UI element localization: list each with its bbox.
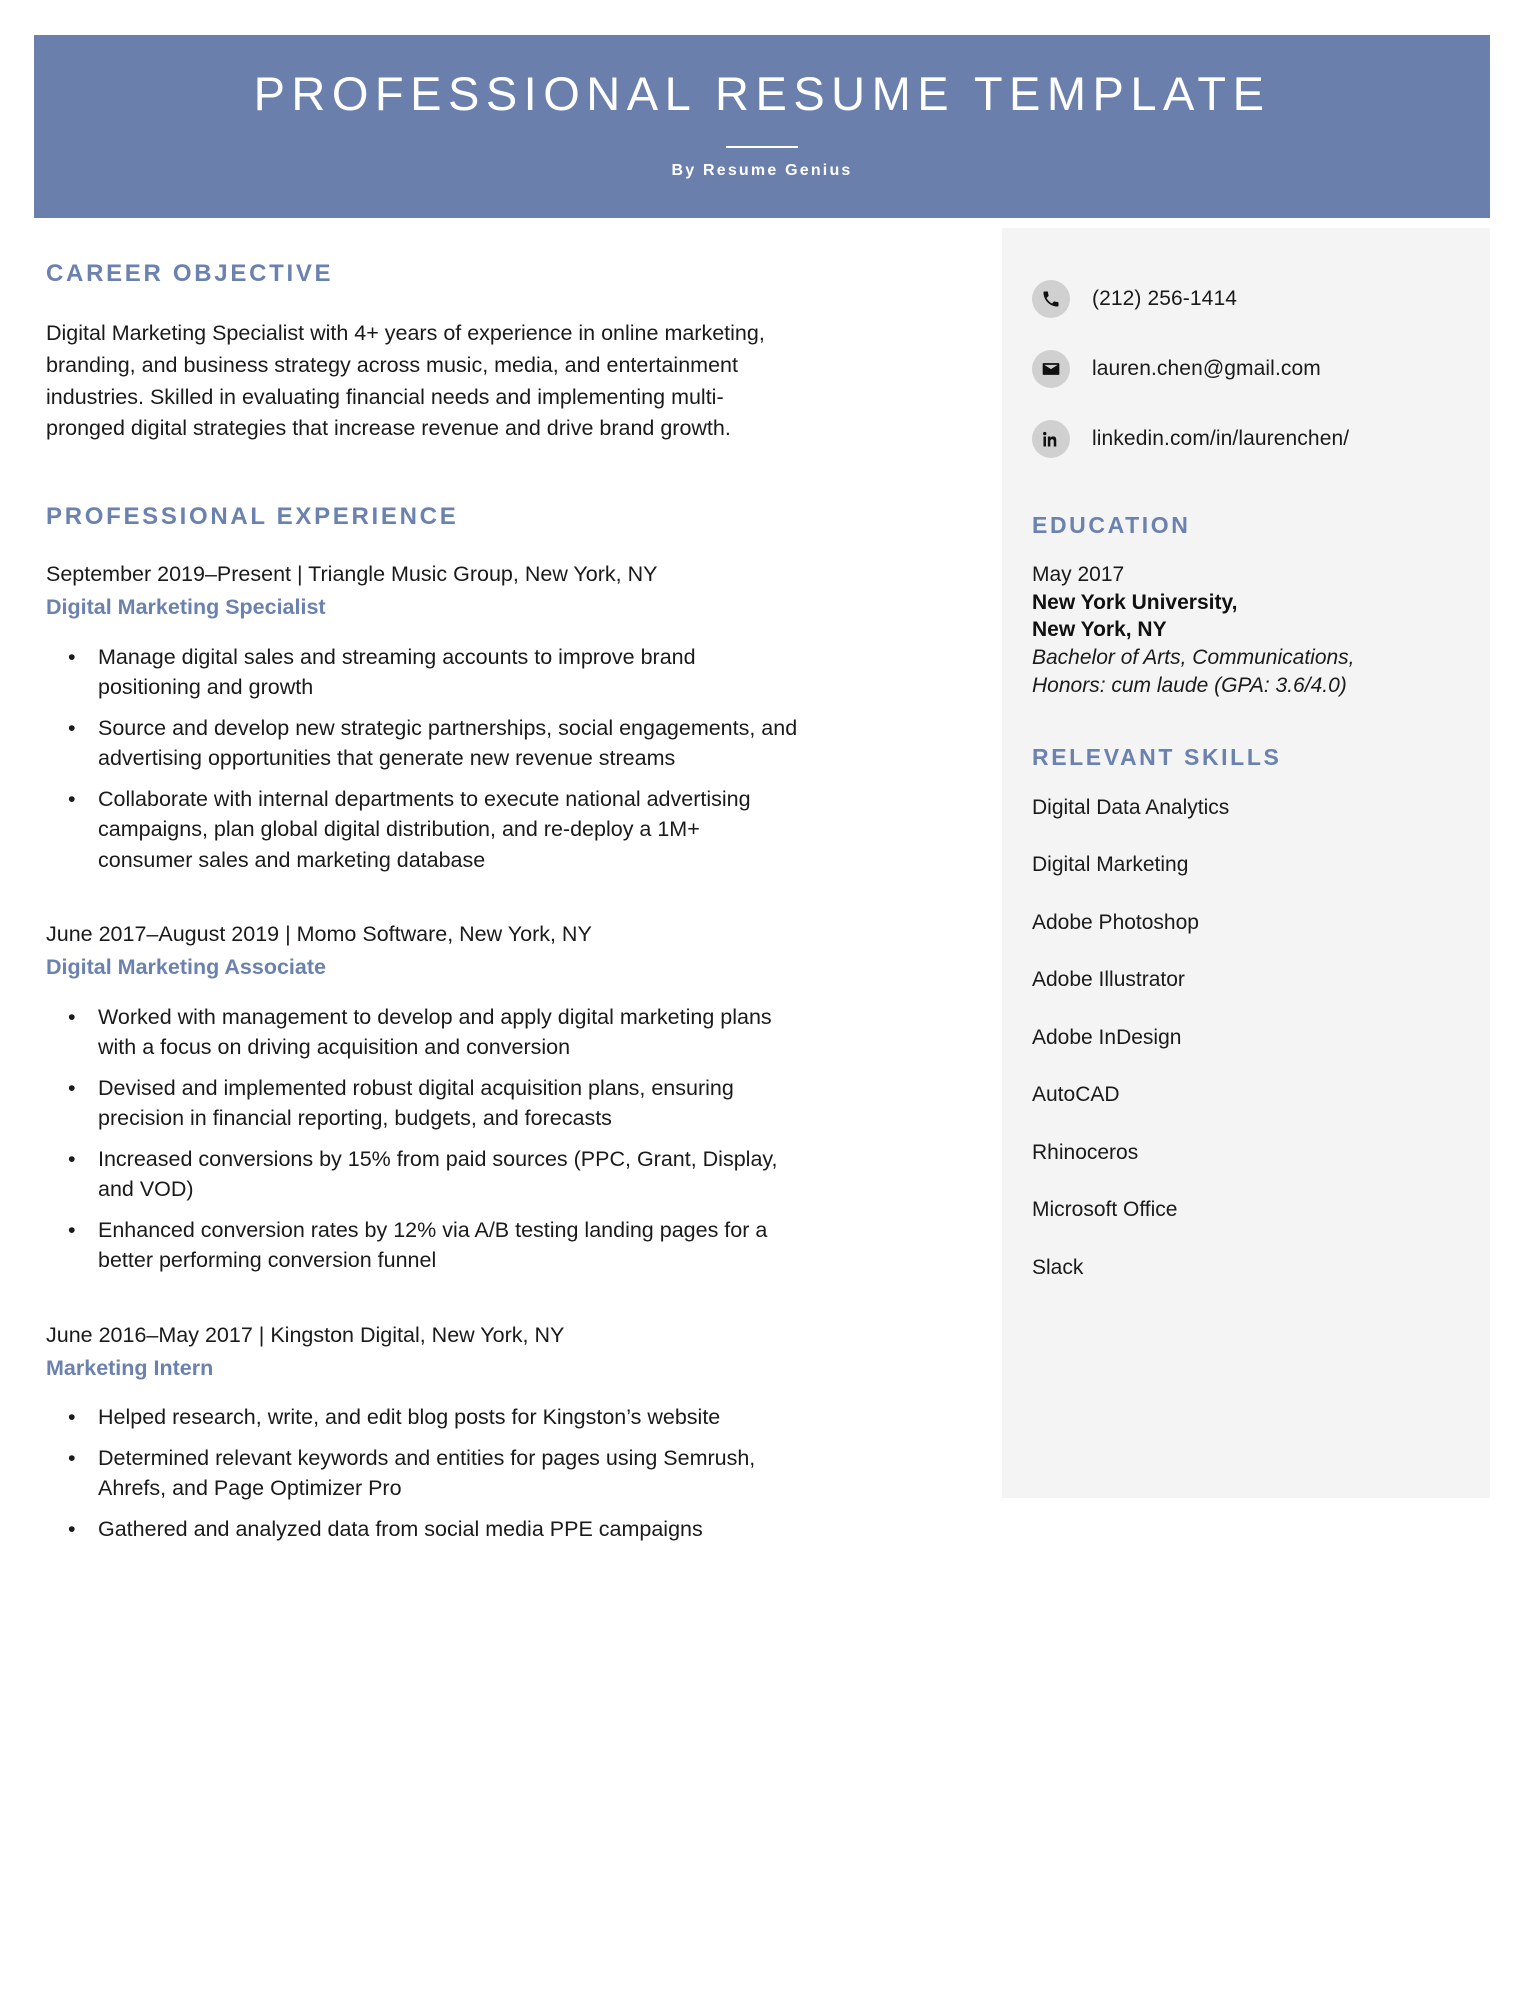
bullet-icon: • xyxy=(68,1405,76,1430)
list-item xyxy=(46,1002,976,1063)
list-item: Digital Data Analytics xyxy=(1032,795,1230,819)
contact-phone[interactable] xyxy=(1032,264,1460,334)
job-title: Digital Marketing Specialist xyxy=(46,595,326,620)
education-school-line2: New York, NY xyxy=(1032,618,1167,642)
list-item: Rhinoceros xyxy=(1032,1140,1139,1164)
bullet-icon: • xyxy=(68,1004,76,1029)
bullet-text: Helped research, write, and edit blog posts for Kingston’s website xyxy=(98,1405,721,1430)
header-divider xyxy=(726,146,798,148)
email-address: lauren.chen@gmail.com xyxy=(1092,357,1321,380)
bullet-icon: • xyxy=(68,1217,76,1242)
career-objective-heading: CAREER OBJECTIVE xyxy=(46,260,334,287)
bullet-text: Increased conversions by 15% from paid sources (PPC, Grant, Display, and VOD) xyxy=(98,1146,778,1202)
bullet-icon: • xyxy=(68,786,76,811)
list-item xyxy=(46,1514,976,1545)
list-item: Adobe Photoshop xyxy=(1032,910,1199,934)
list-item: Digital Marketing xyxy=(1032,853,1189,877)
main-column xyxy=(46,228,976,1554)
job-meta: June 2016–May 2017 | Kingston Digital, New York, NY xyxy=(46,1322,565,1347)
list-item xyxy=(46,784,976,876)
experience-entry xyxy=(46,919,976,1275)
list-item xyxy=(46,1144,976,1205)
linkedin-url: linkedin.com/in/laurenchen/ xyxy=(1092,427,1350,450)
bullet-icon: • xyxy=(68,1445,76,1470)
bullet-text: Determined relevant keywords and entities for pages using Semrush, Ahrefs, and Page Optimizer Pro xyxy=(98,1445,756,1501)
list-item xyxy=(46,713,976,774)
job-bullet-list xyxy=(46,1402,976,1544)
education-date: May 2017 xyxy=(1032,563,1125,586)
envelope-icon xyxy=(1032,350,1070,388)
job-bullet-list xyxy=(46,642,976,876)
bullet-icon: • xyxy=(68,1146,76,1171)
list-item xyxy=(46,1073,976,1134)
list-item xyxy=(46,1443,976,1504)
bullet-icon: • xyxy=(68,644,76,669)
list-item xyxy=(46,1402,976,1433)
bullet-icon: • xyxy=(68,1516,76,1541)
list-item: Slack xyxy=(1032,1255,1084,1279)
job-bullet-list xyxy=(46,1002,976,1276)
bullet-icon: • xyxy=(68,1075,76,1100)
job-meta: September 2019–Present | Triangle Music Group, New York, NY xyxy=(46,562,658,587)
education-degree-line2: Honors: cum laude (GPA: 3.6/4.0) xyxy=(1032,673,1347,697)
contact-email[interactable] xyxy=(1032,334,1460,404)
list-item xyxy=(46,642,976,703)
list-item xyxy=(46,1215,976,1276)
page-title: PROFESSIONAL RESUME TEMPLATE xyxy=(253,67,1271,120)
job-meta: June 2017–August 2019 | Momo Software, New York, NY xyxy=(46,922,592,947)
sidebar xyxy=(1002,228,1490,1498)
education-heading: EDUCATION xyxy=(1032,512,1191,538)
bullet-text: Worked with management to develop and apply digital marketing plans with a focus on driving acquisition and conversion xyxy=(98,1004,772,1060)
list-item: Microsoft Office xyxy=(1032,1198,1178,1222)
bullet-text: Source and develop new strategic partnerships, social engagements, and advertising opportunities that generate new revenue streams xyxy=(98,715,798,771)
professional-experience-heading: PROFESSIONAL EXPERIENCE xyxy=(46,503,459,531)
phone-icon xyxy=(1032,280,1070,318)
list-item: Adobe Illustrator xyxy=(1032,968,1185,992)
career-objective-text: Digital Marketing Specialist with 4+ years of experience in online marketing, branding, and business strategy across music, media, and entertainment industries. Skilled in evaluating financial needs and implementing multi-pronged digital strategies that increase revenue and drive brand growth. xyxy=(46,321,765,441)
experience-entry xyxy=(46,1320,976,1544)
job-title: Marketing Intern xyxy=(46,1355,214,1380)
header-subtitle: By Resume Genius xyxy=(671,162,853,180)
phone-number: (212) 256-1414 xyxy=(1092,287,1238,310)
bullet-icon: • xyxy=(68,715,76,740)
bullet-text: Devised and implemented robust digital acquisition plans, ensuring precision in financial reporting, budgets, and forecasts xyxy=(98,1075,734,1131)
job-title: Digital Marketing Associate xyxy=(46,955,326,980)
bullet-text: Enhanced conversion rates by 12% via A/B testing landing pages for a better performing conversion funnel xyxy=(98,1217,768,1273)
experience-entry xyxy=(46,559,976,875)
education-entry xyxy=(1032,561,1460,700)
list-item: Adobe InDesign xyxy=(1032,1025,1182,1049)
relevant-skills-heading: RELEVANT SKILLS xyxy=(1032,743,1282,770)
bullet-text: Gathered and analyzed data from social media PPE campaigns xyxy=(98,1516,703,1541)
bullet-text: Manage digital sales and streaming accounts to improve brand positioning and growth xyxy=(98,644,696,700)
contact-linkedin[interactable] xyxy=(1032,404,1460,474)
linkedin-icon xyxy=(1032,420,1070,458)
contact-list xyxy=(1032,264,1460,474)
bullet-text: Collaborate with internal departments to execute national advertising campaigns, plan global digital distribution, and re-deploy a 1M+ consumer sales and marketing database xyxy=(98,786,751,872)
list-item: AutoCAD xyxy=(1032,1083,1120,1107)
education-school-line1: New York University, xyxy=(1032,590,1238,614)
header-band xyxy=(34,35,1490,218)
education-degree-line1: Bachelor of Arts, Communications, xyxy=(1032,646,1355,670)
skills-list xyxy=(1032,793,1460,1311)
